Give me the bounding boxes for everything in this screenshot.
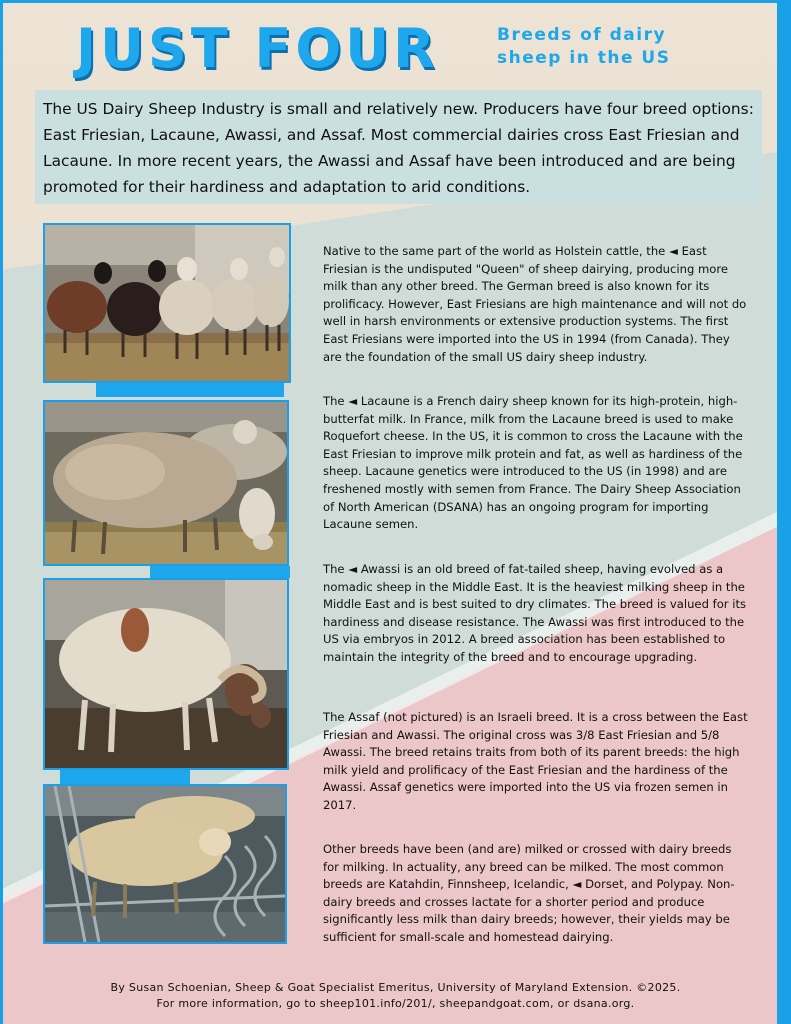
- photo-east-friesian: [43, 223, 291, 383]
- frame-left: [0, 0, 3, 1024]
- photo-lacaune: [43, 400, 289, 566]
- text-lacaune: The ◄ Lacaune is a French dairy sheep known for its high-protein, high-butterfat milk. In France, milk from the Lacaune breed is used to make Roquefort cheese. In the US, it is common to cross the Lacaune with the East Friesian to improve milk protein and fat, as well as hardiness of the sheep. Lacaune genetics were introduced to the US (in 1998) and are freshened mostly with semen from France. The Dairy Sheep Association of North American (DSANA) has an ongoing program for importing Lacaune semen.: [323, 394, 743, 532]
- text-awassi: The ◄ Awassi is an old breed of fat-tailed sheep, having evolved as a nomadic sheep in the Middle East. It is the heaviest milking sheep in the Middle East and is best suited to dry climates. The breed is valued for its hardiness and disease resistance. The Awassi was first introduced to the US via embryos in 2012. A breed association has been established to maintain the integrity of the breed and to encourage upgrading.: [323, 562, 747, 664]
- subtitle-line-1: Breeds of dairy: [497, 25, 667, 45]
- text-east-friesian: Native to the same part of the world as Holstein cattle, the ◄ East Friesian is the undisputed "Queen" of sheep dairying, producing more milk than any other breed. The German breed is also known for its prolificacy. However, East Friesians are high maintenance and will not do well in harsh environments or extensive production systems. The first East Friesians were imported into the US in 1994 (from Canada). They are the foundation of the small US dairy sheep industry.: [323, 244, 747, 364]
- photo-accent-1: [96, 383, 284, 397]
- page-title: JUST FOUR: [76, 17, 439, 80]
- photo-accent-3: [60, 770, 190, 784]
- photo-accent-2: [150, 566, 290, 578]
- photo-awassi: [43, 578, 289, 770]
- text-assaf: The Assaf (not pictured) is an Israeli breed. It is a cross between the East Friesian and Awassi. The original cross was 3/8 East Friesian and 5/8 Awassi. The breed retains traits from both of its parent breeds: the high milk yield and prolificacy of the East Friesian and the hardiness of the Awassi. Assaf genetics were imported into the US via frozen semen in 2017.: [323, 710, 748, 812]
- page-subtitle: [497, 24, 757, 70]
- footer-credit: By Susan Schoenian, Sheep & Goat Specialist Emeritus, University of Maryland Extension. ©2025.: [110, 981, 681, 994]
- frame-top: [0, 0, 791, 3]
- footer: [0, 980, 791, 1012]
- frame-right: [777, 0, 791, 1024]
- photo-dorset: [43, 784, 287, 944]
- intro-paragraph: The US Dairy Sheep Industry is small and relatively new. Producers have four breed options: East Friesian, Lacaune, Awassi, and Assaf. Most commercial dairies cross East Friesian and Lacaune. In more recent years, the Awassi and Assaf have been introduced and are being promoted for their hardiness and adaptation to arid conditions.: [35, 90, 762, 204]
- footer-links: For more information, go to sheep101.info/201/, sheepandgoat.com, or dsana.org.: [156, 997, 635, 1010]
- text-other-breeds: Other breeds have been (and are) milked or crossed with dairy breeds for milking. In actuality, any breed can be milked. The most common breeds are Katahdin, Finnsheep, Icelandic, ◄ Dorset, and Polypay. Non-dairy breeds and crosses lactate for a shorter period and produce significantly less milk than dairy breeds; however, their yields may be sufficient for small-scale and homestead dairying.: [323, 842, 735, 944]
- subtitle-line-2: sheep in the US: [497, 48, 671, 68]
